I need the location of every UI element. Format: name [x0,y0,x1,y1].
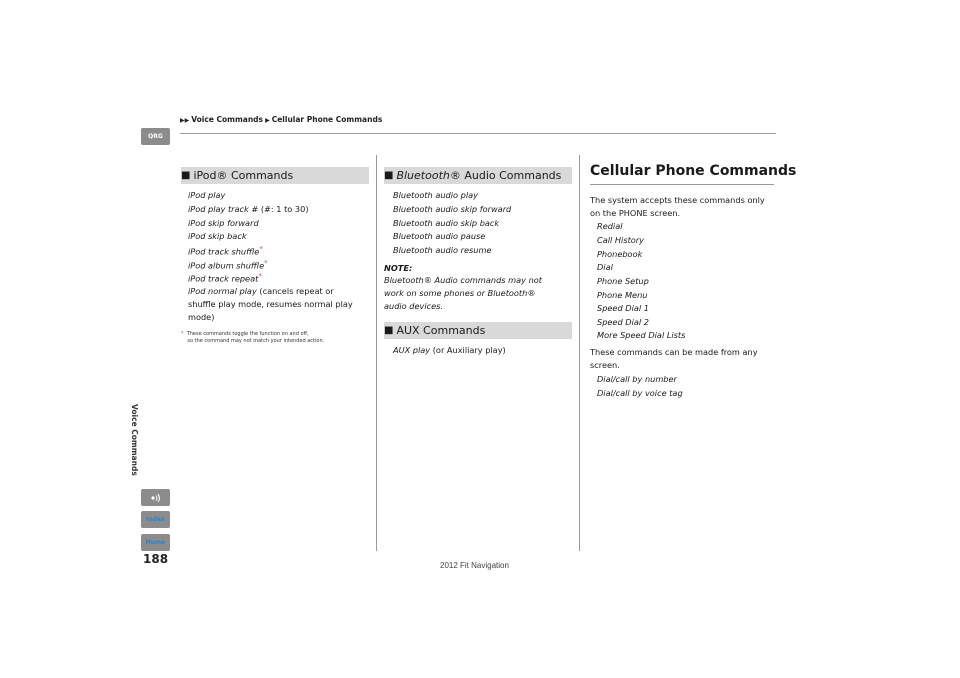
breadcrumb-item-cellular-phone[interactable]: Cellular Phone Commands [271,115,383,124]
phone-command: More Speed Dial Lists [597,330,686,340]
note-line: Bluetooth® Audio commands may not [384,275,542,285]
footnote-line-1: These commands toggle the function on and off, [186,331,309,337]
ipod-normal-play-desc: (cancels repeat or [256,286,334,296]
ipod-skip-forward-command: iPod skip forward [188,218,259,228]
bluetooth-command: Bluetooth audio skip back [393,218,500,228]
any-screen-line: screen. [590,360,620,370]
bluetooth-heading-text: ® Audio Commands [449,169,562,182]
ipod-track-shuffle-command [188,245,263,257]
ipod-track-repeat-command [188,272,262,284]
aux-play-command [393,345,506,355]
footnote-star[interactable]: * [259,245,263,253]
any-screen-command: Dial/call by voice tag [597,388,683,398]
ipod-album-shuffle-command [188,259,268,271]
any-screen-command: Dial/call by number [597,374,677,384]
footer-text: 2012 Fit Navigation [440,561,509,570]
aux-heading-text: AUX Commands [396,324,486,337]
heading-square-icon: ■ [181,170,191,181]
ipod-heading-text: iPod® Commands [193,169,294,182]
column-divider [376,155,377,551]
ipod-track-shuffle-text: iPod track shuffle [188,246,260,257]
aux-play-desc: (or Auxiliary play) [430,345,506,355]
ipod-play-track-range: (#: 1 to 30) [258,204,309,214]
footnote [181,331,324,344]
header-divider [180,133,776,134]
ipod-play-track-command [188,204,309,214]
ipod-normal-play-command [188,286,334,296]
phone-command: Phonebook [597,249,643,259]
breadcrumb [180,115,382,124]
note-line: work on some phones or Bluetooth® [384,288,536,298]
any-screen-line: These commands can be made from any [590,347,758,357]
bluetooth-heading-italic: Bluetooth [396,169,450,182]
intro-line: The system accepts these commands only [590,195,765,205]
note-heading: NOTE: [384,263,413,273]
title-divider [590,184,774,185]
phone-command: Phone Menu [597,290,648,300]
aux-play-text: AUX play [393,345,431,355]
ipod-commands-heading [181,167,369,184]
index-tab[interactable]: Index [141,511,170,528]
page-number: 188 [143,552,169,566]
bluetooth-command: Bluetooth audio pause [393,231,486,241]
ipod-play-command: iPod play [188,190,226,200]
aux-commands-heading [384,322,572,339]
bluetooth-command: Bluetooth audio play [393,190,478,200]
phone-command: Dial [597,262,613,272]
breadcrumb-arrow-icon: ▶ [263,117,270,124]
ipod-album-shuffle-text: iPod album shuffle [188,260,265,271]
qrg-tab[interactable]: QRG [141,128,170,145]
home-tab[interactable]: Home [141,534,170,551]
bluetooth-command: Bluetooth audio skip forward [393,204,512,214]
ipod-normal-play-desc-end: mode) [188,312,215,322]
phone-command: Redial [597,221,623,231]
footnote-star: * [181,331,184,337]
phone-command: Speed Dial 1 [597,303,649,313]
cellular-intro [590,194,780,220]
intro-line: on the PHONE screen. [590,208,681,218]
note-body [384,274,574,313]
voice-icon [150,492,162,504]
footnote-line-2: so the command may not match your intended action. [187,337,325,344]
column-divider [579,155,580,551]
ipod-track-repeat-text: iPod track repeat [188,273,259,284]
phone-command: Phone Setup [597,276,649,286]
bluetooth-commands-heading [384,167,572,184]
voice-tab[interactable] [141,489,170,506]
page-title: Cellular Phone Commands [590,163,797,179]
ipod-skip-back-command: iPod skip back [188,231,247,241]
breadcrumb-item-voice-commands[interactable]: Voice Commands [191,115,264,124]
footnote-star[interactable]: * [264,259,268,267]
phone-command: Call History [597,235,645,245]
heading-square-icon: ■ [384,170,394,181]
phone-command: Speed Dial 2 [597,317,649,327]
breadcrumb-arrow-icon: ▶▶ [180,117,190,124]
heading-square-icon: ■ [384,325,394,336]
any-screen-intro [590,346,780,372]
bluetooth-command: Bluetooth audio resume [393,245,492,255]
ipod-play-track-text: iPod play track # [188,204,259,214]
footnote-star[interactable]: * [258,272,262,280]
ipod-normal-play-text: iPod normal play [188,286,257,296]
section-side-label: Voice Commands [130,404,139,476]
note-line: audio devices. [384,301,444,311]
ipod-normal-play-desc-cont: shuffle play mode, resumes normal play [188,299,353,309]
